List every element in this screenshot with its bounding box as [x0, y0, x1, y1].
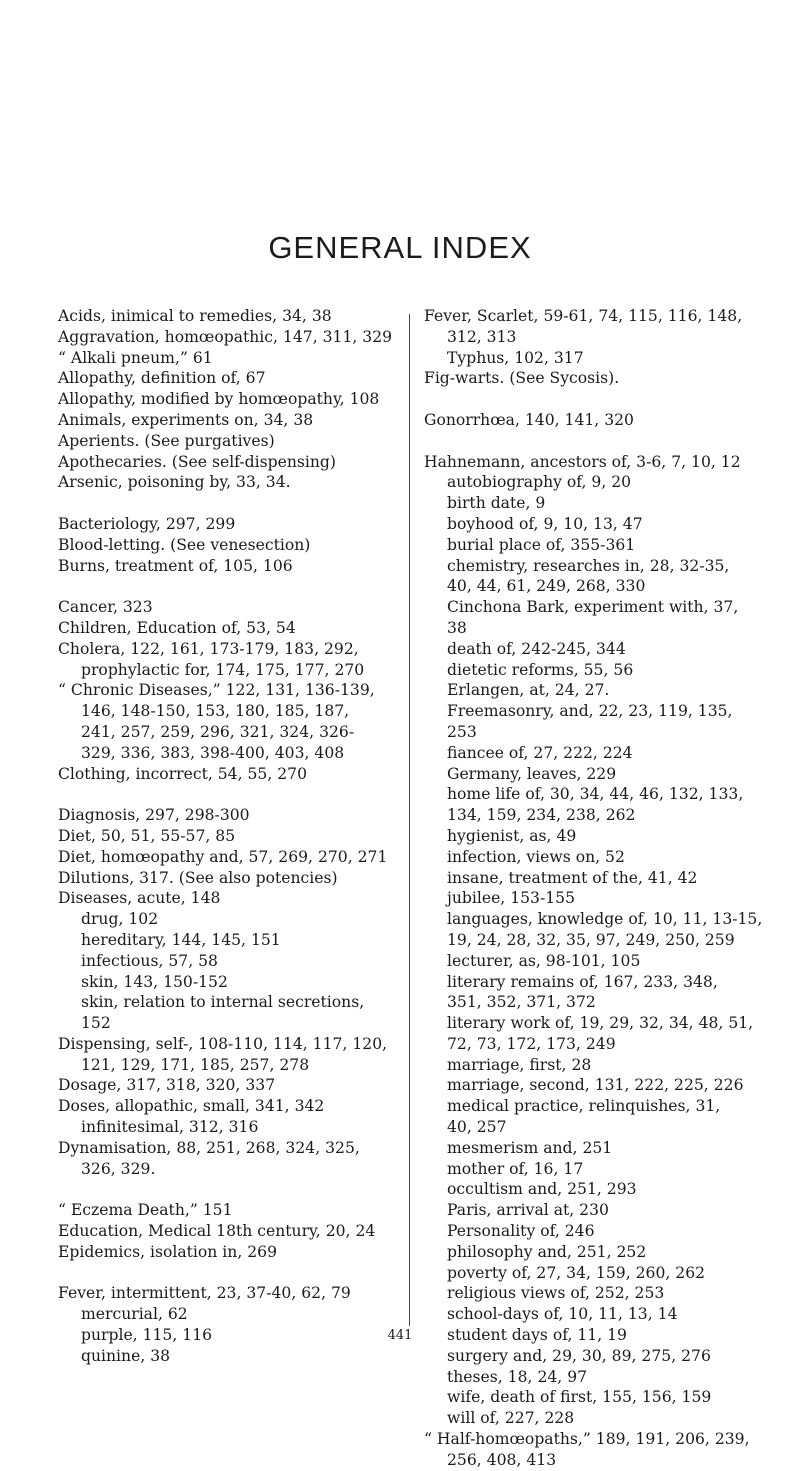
index-entry: Fever, Scarlet, 59-61, 74, 115, 116, 148,: [424, 307, 743, 325]
index-entry: Epidemics, isolation in, 269: [58, 1242, 277, 1261]
index-entry: Diet, homœopathy and, 57, 269, 270, 271: [58, 847, 388, 866]
index-entry: “ Half-homœopaths,” 189, 191, 206, 239,: [424, 1430, 750, 1449]
index-subentry: drug, 102: [81, 910, 159, 929]
index-entry: Hahnemann, ancestors of, 3-6, 7, 10, 12: [424, 452, 741, 471]
index-entry: Gonorrhœa, 140, 141, 320: [424, 410, 634, 429]
index-subentry: 241, 257, 259, 296, 321, 324, 326-: [81, 722, 355, 741]
index-subentry: 121, 129, 171, 185, 257, 278: [81, 1055, 310, 1074]
index-subentry: Personality of, 246: [447, 1222, 595, 1241]
index-subentry: student days of, 11, 19: [447, 1326, 627, 1345]
index-entry: Education, Medical 18th century, 20, 24: [58, 1222, 376, 1241]
index-entry: Arsenic, poisoning by, 33, 34.: [58, 473, 291, 492]
index-subentry: 40, 257: [447, 1118, 507, 1137]
index-subentry: surgery and, 29, 30, 89, 275, 276: [447, 1346, 711, 1365]
section-gap: [424, 389, 760, 410]
index-subentry: birth date, 9: [447, 494, 546, 513]
index-entry: Allopathy, modified by homœopathy, 108: [58, 390, 380, 409]
index-subentry: hygienist, as, 49: [447, 826, 577, 845]
column-divider: [409, 314, 410, 1326]
index-entry: Aggravation, homœopathic, 147, 311, 329: [58, 327, 393, 346]
index-subentry: 146, 148-150, 153, 180, 185, 187,: [81, 702, 350, 721]
index-subentry: 19, 24, 28, 32, 35, 97, 249, 250, 259: [447, 930, 735, 949]
index-subentry: Cinchona Bark, experiment with, 37,: [447, 598, 739, 617]
index-subentry: mesmerism and, 251: [447, 1138, 613, 1157]
index-subentry: 38: [447, 618, 467, 637]
index-subentry: marriage, first, 28: [447, 1055, 592, 1074]
index-column-left: [58, 306, 394, 1367]
index-entry: Dosage, 317, 318, 320, 337: [58, 1076, 276, 1095]
index-subentry: 312, 313: [447, 327, 517, 346]
index-subentry: dietetic reforms, 55, 56: [447, 660, 634, 679]
index-entry: Diagnosis, 297, 298-300: [58, 806, 250, 825]
page-title: GENERAL INDEX: [268, 230, 532, 265]
index-subentry: quinine, 38: [81, 1346, 171, 1365]
index-subentry: hereditary, 144, 145, 151: [81, 930, 281, 949]
index-subentry: 326, 329.: [81, 1159, 156, 1178]
section-gap: [424, 431, 760, 452]
index-entry: Cancer, 323: [58, 598, 153, 617]
index-entry: Acids, inimical to remedies, 34, 38: [58, 307, 332, 325]
index-entry: Diet, 50, 51, 55-57, 85: [58, 826, 236, 845]
index-subentry: school-days of, 10, 11, 13, 14: [447, 1305, 678, 1324]
index-entry: “ Eczema Death,” 151: [58, 1201, 233, 1220]
index-entry: Burns, treatment of, 105, 106: [58, 556, 293, 575]
index-subentry: Typhus, 102, 317: [447, 348, 584, 367]
index-subentry: theses, 18, 24, 97: [447, 1367, 588, 1386]
index-subentry: literary remains of, 167, 233, 348,: [447, 972, 718, 991]
index-subentry: jubilee, 153-155: [447, 889, 576, 908]
index-subentry: Erlangen, at, 24, 27.: [447, 681, 610, 700]
index-subentry: burial place of, 355-361: [447, 535, 636, 554]
index-entry: Bacteriology, 297, 299: [58, 514, 236, 533]
index-subentry: autobiography of, 9, 20: [447, 473, 632, 492]
index-subentry: 329, 336, 383, 398-400, 403, 408: [81, 743, 345, 762]
index-subentry: infectious, 57, 58: [81, 951, 218, 970]
index-entry: Diseases, acute, 148: [58, 889, 221, 908]
index-entry: Apothecaries. (See self-dispensing): [58, 452, 336, 471]
section-gap: [58, 784, 394, 805]
index-entry: “ Alkali pneum,” 61: [58, 348, 213, 367]
index-subentry: insane, treatment of the, 41, 42: [447, 868, 698, 887]
index-subentry: mercurial, 62: [81, 1305, 188, 1324]
index-subentry: mother of, 16, 17: [447, 1159, 584, 1178]
index-entry: Dispensing, self-, 108-110, 114, 117, 120,: [58, 1034, 388, 1053]
index-subentry: Germany, leaves, 229: [447, 764, 617, 783]
index-subentry: death of, 242-245, 344: [447, 639, 626, 658]
index-entry: Aperients. (See purgatives): [58, 431, 275, 450]
index-subentry: 40, 44, 61, 249, 268, 330: [447, 577, 646, 596]
index-subentry: prophylactic for, 174, 175, 177, 270: [81, 660, 365, 679]
index-subentry: 256, 408, 413: [447, 1450, 557, 1469]
index-entry: Animals, experiments on, 34, 38: [58, 410, 314, 429]
index-subentry: Freemasonry, and, 22, 23, 119, 135,: [447, 702, 733, 721]
index-subentry: purple, 115, 116: [81, 1326, 213, 1345]
index-subentry: medical practice, relinquishes, 31,: [447, 1097, 721, 1116]
index-subentry: Paris, arrival at, 230: [447, 1201, 609, 1220]
index-subentry: home life of, 30, 34, 44, 46, 132, 133,: [447, 785, 744, 804]
index-subentry: literary work of, 19, 29, 32, 34, 48, 51,: [447, 1014, 754, 1033]
index-entry: Fever, intermittent, 23, 37-40, 62, 79: [58, 1284, 351, 1303]
index-column-right: [424, 306, 763, 1471]
index-entry: Allopathy, definition of, 67: [58, 369, 266, 388]
index-subentry: fiancee of, 27, 222, 224: [447, 743, 633, 762]
index-subentry: poverty of, 27, 34, 159, 260, 262: [447, 1263, 706, 1282]
index-subentry: philosophy and, 251, 252: [447, 1242, 647, 1261]
page-number: 441: [387, 1328, 413, 1343]
section-gap: [58, 576, 394, 597]
index-subentry: will of, 227, 228: [447, 1409, 575, 1428]
index-subentry: religious views of, 252, 253: [447, 1284, 665, 1303]
index-entry: Blood-letting. (See venesection): [58, 535, 311, 554]
index-subentry: 134, 159, 234, 238, 262: [447, 806, 636, 825]
index-subentry: infinitesimal, 312, 316: [81, 1118, 259, 1137]
index-subentry: skin, relation to internal secretions,: [81, 993, 365, 1012]
section-gap: [58, 493, 394, 514]
index-subentry: 152: [81, 1014, 111, 1033]
index-entry: “ Chronic Diseases,” 122, 131, 136-139,: [58, 681, 375, 700]
index-entry: Doses, allopathic, small, 341, 342: [58, 1097, 325, 1116]
index-subentry: wife, death of first, 155, 156, 159: [447, 1388, 712, 1407]
index-subentry: 253: [447, 722, 477, 741]
index-subentry: skin, 143, 150-152: [81, 972, 228, 991]
index-subentry: occultism and, 251, 293: [447, 1180, 637, 1199]
index-subentry: marriage, second, 131, 222, 225, 226: [447, 1076, 744, 1095]
index-entry: Cholera, 122, 161, 173-179, 183, 292,: [58, 639, 359, 658]
index-subentry: chemistry, researches in, 28, 32-35,: [447, 556, 730, 575]
index-subentry: 72, 73, 172, 173, 249: [447, 1034, 616, 1053]
index-subentry: lecturer, as, 98-101, 105: [447, 951, 641, 970]
index-subentry: infection, views on, 52: [447, 847, 625, 866]
section-gap: [58, 1263, 394, 1284]
index-entry: Dilutions, 317. (See also potencies): [58, 868, 338, 887]
index-subentry: boyhood of, 9, 10, 13, 47: [447, 514, 643, 533]
index-subentry: 351, 352, 371, 372: [447, 993, 596, 1012]
index-entry: Dynamisation, 88, 251, 268, 324, 325,: [58, 1138, 360, 1157]
index-entry: Clothing, incorrect, 54, 55, 270: [58, 764, 308, 783]
section-gap: [58, 1179, 394, 1200]
index-entry: Fig-warts. (See Sycosis).: [424, 369, 620, 388]
index-subentry: languages, knowledge of, 10, 11, 13-15,: [447, 910, 763, 929]
index-entry: Children, Education of, 53, 54: [58, 618, 296, 637]
